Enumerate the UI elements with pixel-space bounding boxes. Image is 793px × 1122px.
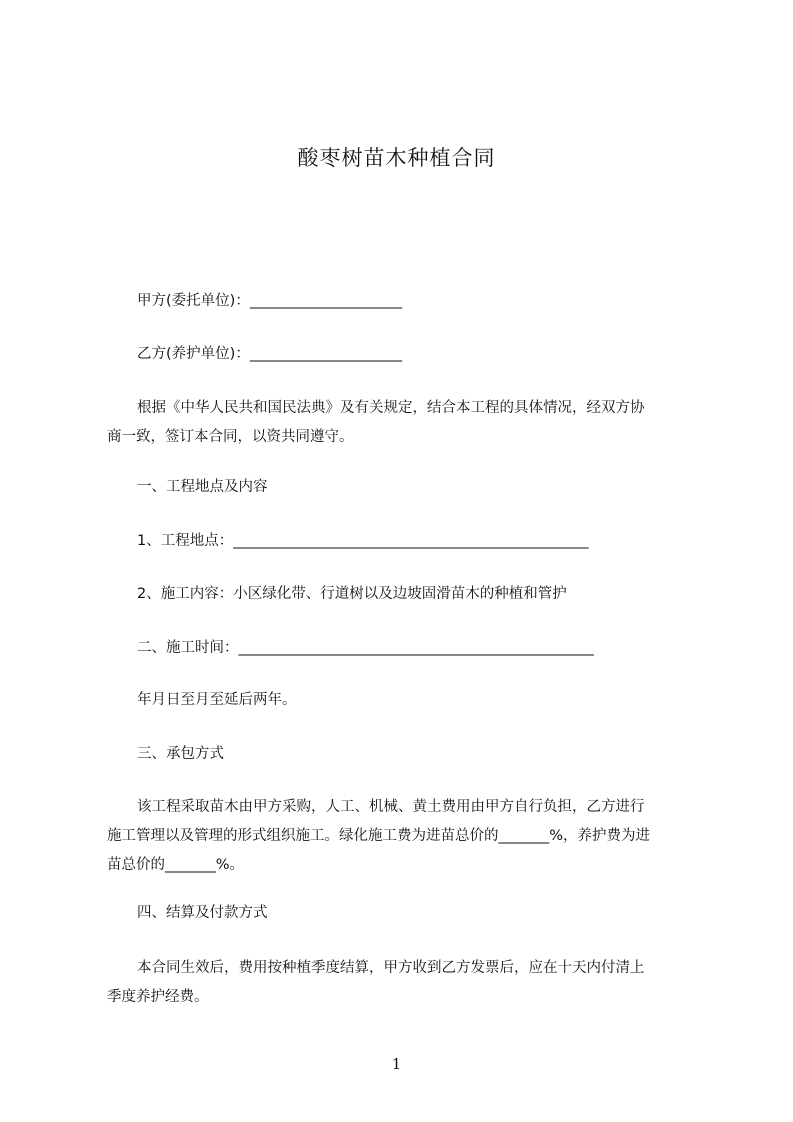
- item2-content: 2、施工内容：小区绿化带、行道树以及边坡固滑苗木的种植和管护: [137, 586, 567, 602]
- section3-heading: 三、承包方式: [137, 746, 224, 762]
- contract-line-1: 该工程采取苗木由甲方采购，人工、机械、黄土费用由甲方自行负担，乙方进行: [137, 799, 645, 815]
- section4-heading: 四、结算及付款方式: [137, 905, 268, 921]
- party-b-line: 乙方(养护单位)：_____________________: [137, 346, 403, 362]
- document-title: 酸枣树苗木种植合同: [297, 146, 496, 170]
- period-line: 年月日至月至延后两年。: [137, 692, 297, 708]
- section2-time: 二、施工时间：_________________________________________________: [137, 640, 594, 656]
- section1-heading: 一、工程地点及内容: [137, 479, 268, 495]
- preamble-paragraph: [107, 394, 702, 452]
- payment-line-2: 季度养护经费。: [107, 989, 209, 1005]
- item1-location: 1、工程地点：_________________________________________________: [137, 533, 589, 549]
- contract-line-3: 苗总价的_______%。: [107, 857, 245, 873]
- payment-line-1: 本合同生效后，费用按种植季度结算，甲方收到乙方发票后，应在十天内付清上: [137, 960, 645, 976]
- contract-paragraph: [107, 793, 702, 880]
- page-number: 1: [391, 1055, 402, 1073]
- party-a-line: 甲方(委托单位)：_____________________: [137, 293, 403, 309]
- payment-paragraph: [107, 954, 702, 1012]
- contract-line-2: 施工管理以及管理的形式组织施工。绿化施工费为进苗总价的_______%，养护费为进: [107, 828, 651, 844]
- preamble-line-2: 商一致，签订本合同，以资共同遵守。: [107, 429, 354, 445]
- preamble-line-1: 根据《中华人民共和国民法典》及有关规定，结合本工程的具体情况，经双方协: [137, 400, 645, 416]
